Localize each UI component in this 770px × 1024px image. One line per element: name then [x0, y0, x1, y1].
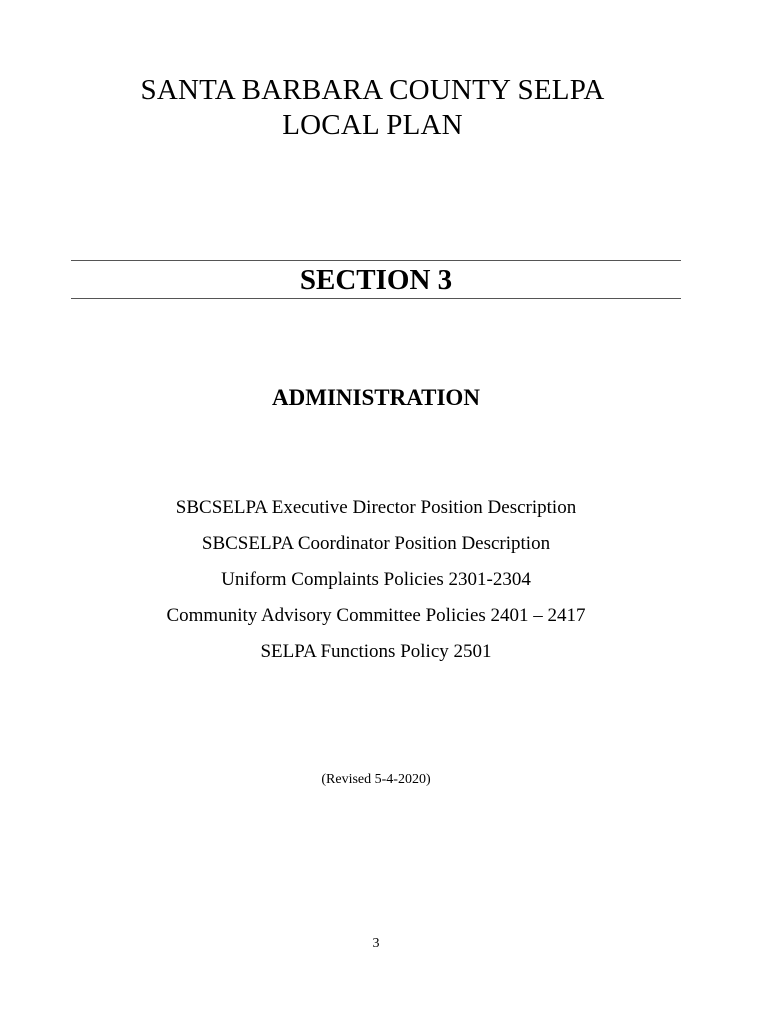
revised-note: (Revised 5-4-2020) — [321, 772, 431, 787]
contents-item: SBCSELPA Coordinator Position Description — [201, 533, 551, 554]
section-rule-top — [71, 260, 681, 261]
contents-item: Uniform Complaints Policies 2301-2304 — [221, 569, 531, 590]
page-number: 3 — [372, 936, 380, 951]
section-subheading: ADMINISTRATION — [272, 385, 480, 410]
document-title-line-1: SANTA BARBARA COUNTY SELPA — [140, 74, 605, 106]
contents-item: SELPA Functions Policy 2501 — [260, 641, 492, 662]
contents-item: Community Advisory Committee Policies 2401 – 2417 — [166, 605, 586, 626]
contents-item: SBCSELPA Executive Director Position Description — [175, 497, 577, 518]
section-heading: SECTION 3 — [299, 264, 453, 296]
document-title-line-2: LOCAL PLAN — [282, 109, 463, 141]
contents-list — [0, 490, 752, 670]
section-rule-bottom — [71, 298, 681, 299]
